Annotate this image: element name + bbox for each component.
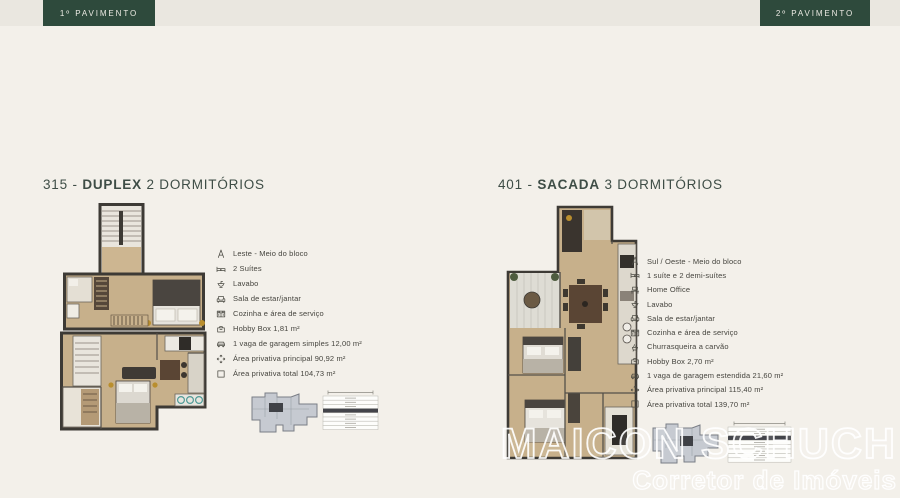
- feature-item: [630, 268, 783, 282]
- floor-stack-315-image: [322, 390, 379, 431]
- floorplan-315-image: [60, 203, 208, 435]
- unit-401-type: SACADA: [537, 177, 600, 192]
- feature-item: [630, 354, 783, 368]
- feature-list-315: [216, 246, 362, 381]
- feature-label: Sala de estar/jantar: [647, 313, 716, 323]
- feature-label: 1 vaga de garagem estendida 21,60 m²: [647, 371, 784, 381]
- feature-item: [630, 368, 783, 382]
- feature-item: [216, 291, 362, 306]
- feature-label: Churrasqueira a carvão: [647, 342, 729, 352]
- tab-1-pavimento[interactable]: [43, 0, 155, 26]
- feature-label: Hobby Box 1,81 m²: [233, 324, 300, 333]
- unit-315-number: 315 -: [43, 177, 83, 192]
- kitchen-icon: [630, 328, 640, 338]
- feature-item: [630, 311, 783, 325]
- feature-list-401: [630, 254, 783, 411]
- feature-item: [630, 383, 783, 397]
- grill-icon: [630, 342, 640, 352]
- feature-item: [216, 276, 362, 291]
- sink-icon: [630, 299, 640, 309]
- expand-icon: [630, 385, 640, 395]
- desk-icon: [630, 285, 640, 295]
- expand-icon: [216, 354, 226, 364]
- feature-item: [630, 297, 783, 311]
- box-icon: [216, 324, 226, 334]
- feature-label: Lavabo: [233, 279, 259, 288]
- feature-item: [216, 366, 362, 381]
- feature-label: 1 suíte e 2 demi-suítes: [647, 270, 727, 280]
- square-icon: [216, 369, 226, 379]
- feature-item: [630, 254, 783, 268]
- feature-label: Cozinha e área de serviço: [233, 309, 324, 318]
- square-icon: [630, 399, 640, 409]
- feature-item: [630, 283, 783, 297]
- feature-label: Área privativa principal 90,92 m²: [233, 354, 346, 363]
- unit-401-number: 401 -: [498, 177, 538, 192]
- tab-1-label: 1º PAVIMENTO: [59, 8, 139, 18]
- kitchen-icon: [216, 309, 226, 319]
- feature-item: [216, 306, 362, 321]
- feature-item: [216, 321, 362, 336]
- compass-icon: [216, 249, 226, 259]
- unit-315-title: [43, 177, 265, 192]
- feature-item: [216, 246, 362, 261]
- sofa-icon: [216, 294, 226, 304]
- feature-item: [216, 261, 362, 276]
- feature-label: Sala de estar/jantar: [233, 294, 302, 303]
- feature-label: Leste - Meio do bloco: [233, 249, 308, 258]
- unit-401-rooms: 3 DORMITÓRIOS: [599, 177, 723, 192]
- compass-icon: [630, 256, 640, 266]
- floor-stack-401-image: [727, 421, 792, 463]
- feature-label: Sul / Oeste - Meio do bloco: [647, 256, 742, 266]
- feature-label: Cozinha e área de serviço: [647, 328, 738, 338]
- bed-icon: [216, 264, 226, 274]
- feature-label: Hobby Box 2,70 m²: [647, 356, 714, 366]
- feature-label: Área privativa total 104,73 m²: [233, 369, 336, 378]
- feature-item: [630, 397, 783, 411]
- feature-item: [630, 340, 783, 354]
- feature-item: [216, 351, 362, 366]
- bed-icon: [630, 270, 640, 280]
- feature-label: Lavabo: [647, 299, 673, 309]
- feature-label: Home Office: [647, 285, 691, 295]
- tab-2-label: 2º PAVIMENTO: [775, 8, 855, 18]
- watermark-subtitle: Corretor de Imóveis: [632, 465, 897, 495]
- feature-label: Área privativa total 139,70 m²: [647, 399, 750, 409]
- unit-315-type: DUPLEX: [82, 177, 142, 192]
- floorplan-401-image: [505, 197, 638, 463]
- sofa-icon: [630, 313, 640, 323]
- feature-label: Área privativa principal 115,40 m²: [647, 385, 764, 395]
- watermark-name: SCHUCH: [701, 420, 897, 468]
- box-icon: [630, 356, 640, 366]
- feature-label: 1 vaga de garagem simples 12,00 m²: [233, 339, 362, 348]
- feature-label: 2 Suítes: [233, 264, 262, 273]
- keyplan-401-image: [650, 420, 722, 465]
- unit-315-rooms: 2 DORMITÓRIOS: [141, 177, 265, 192]
- feature-item: [216, 336, 362, 351]
- sink-icon: [216, 279, 226, 289]
- unit-401-title: [498, 177, 723, 192]
- keyplan-315-image: [249, 389, 321, 434]
- feature-item: [630, 325, 783, 339]
- car-icon: [216, 339, 226, 349]
- tab-2-pavimento[interactable]: [760, 0, 870, 26]
- car-icon: [630, 371, 640, 381]
